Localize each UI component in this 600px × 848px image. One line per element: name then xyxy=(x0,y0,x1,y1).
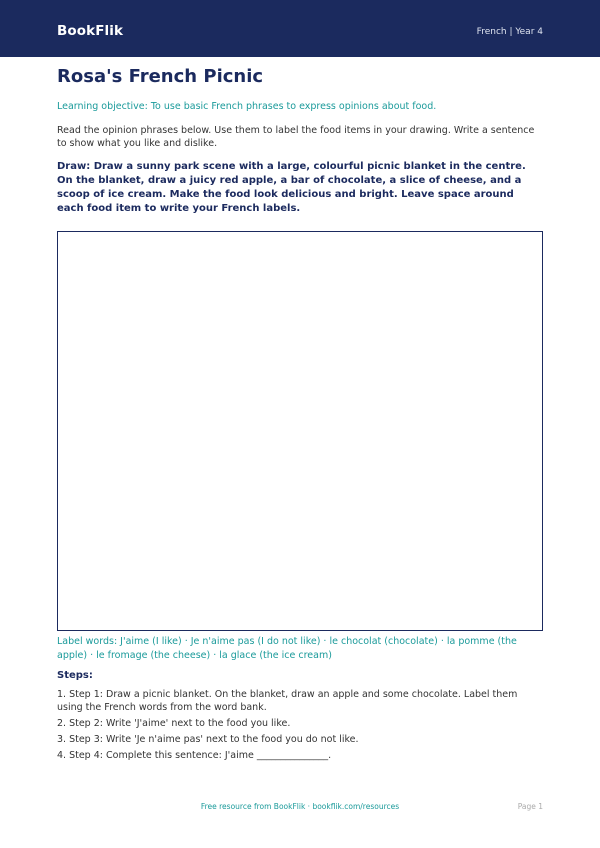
learning-objective: Learning objective: To use basic French phrases to express opinions about food. xyxy=(57,101,437,112)
label-word-bank: Label words: J'aime (I like) · Je n'aime pas (I do not like) · le chocolat (chocolate) · la pomme (the apple) · le fromage (the cheese) · la glace (the ice cream) xyxy=(57,636,517,661)
steps-list xyxy=(57,688,543,765)
step-item: 3. Step 3: Write 'Je n'aime pas' next to the food you do not like. xyxy=(57,734,359,745)
step-item: 1. Step 1: Draw a picnic blanket. On the blanket, draw an apple and some chocolate. Label them using the French words from the word bank. xyxy=(57,689,518,713)
page-number: Page 1 xyxy=(517,802,543,811)
intro-text: Read the opinion phrases below. Use them to label the food items in your drawing. Write a sentence to show what you like and dislike. xyxy=(57,125,535,149)
subject-year-label: French | Year 4 xyxy=(476,27,543,37)
step-item: 2. Step 2: Write 'J'aime' next to the food you like. xyxy=(57,718,291,729)
brand-logo-text[interactable]: BookFlik xyxy=(57,23,124,39)
drawing-area[interactable] xyxy=(57,231,543,631)
footer-credit[interactable]: Free resource from BookFlik · bookflik.com/resources xyxy=(200,802,400,811)
steps-heading: Steps: xyxy=(57,670,93,681)
draw-instruction: Draw: Draw a sunny park scene with a large, colourful picnic blanket in the centre. On the blanket, draw a juicy red apple, a bar of chocolate, a slice of cheese, and a scoop of ice cream. Make the food look delicious and bright. Leave space around each food item to write your French labels. xyxy=(57,161,526,214)
step-item: 4. Step 4: Complete this sentence: J'aime _______________. xyxy=(57,750,332,761)
page-title: Rosa's French Picnic xyxy=(57,66,264,87)
header-bar xyxy=(0,0,600,57)
